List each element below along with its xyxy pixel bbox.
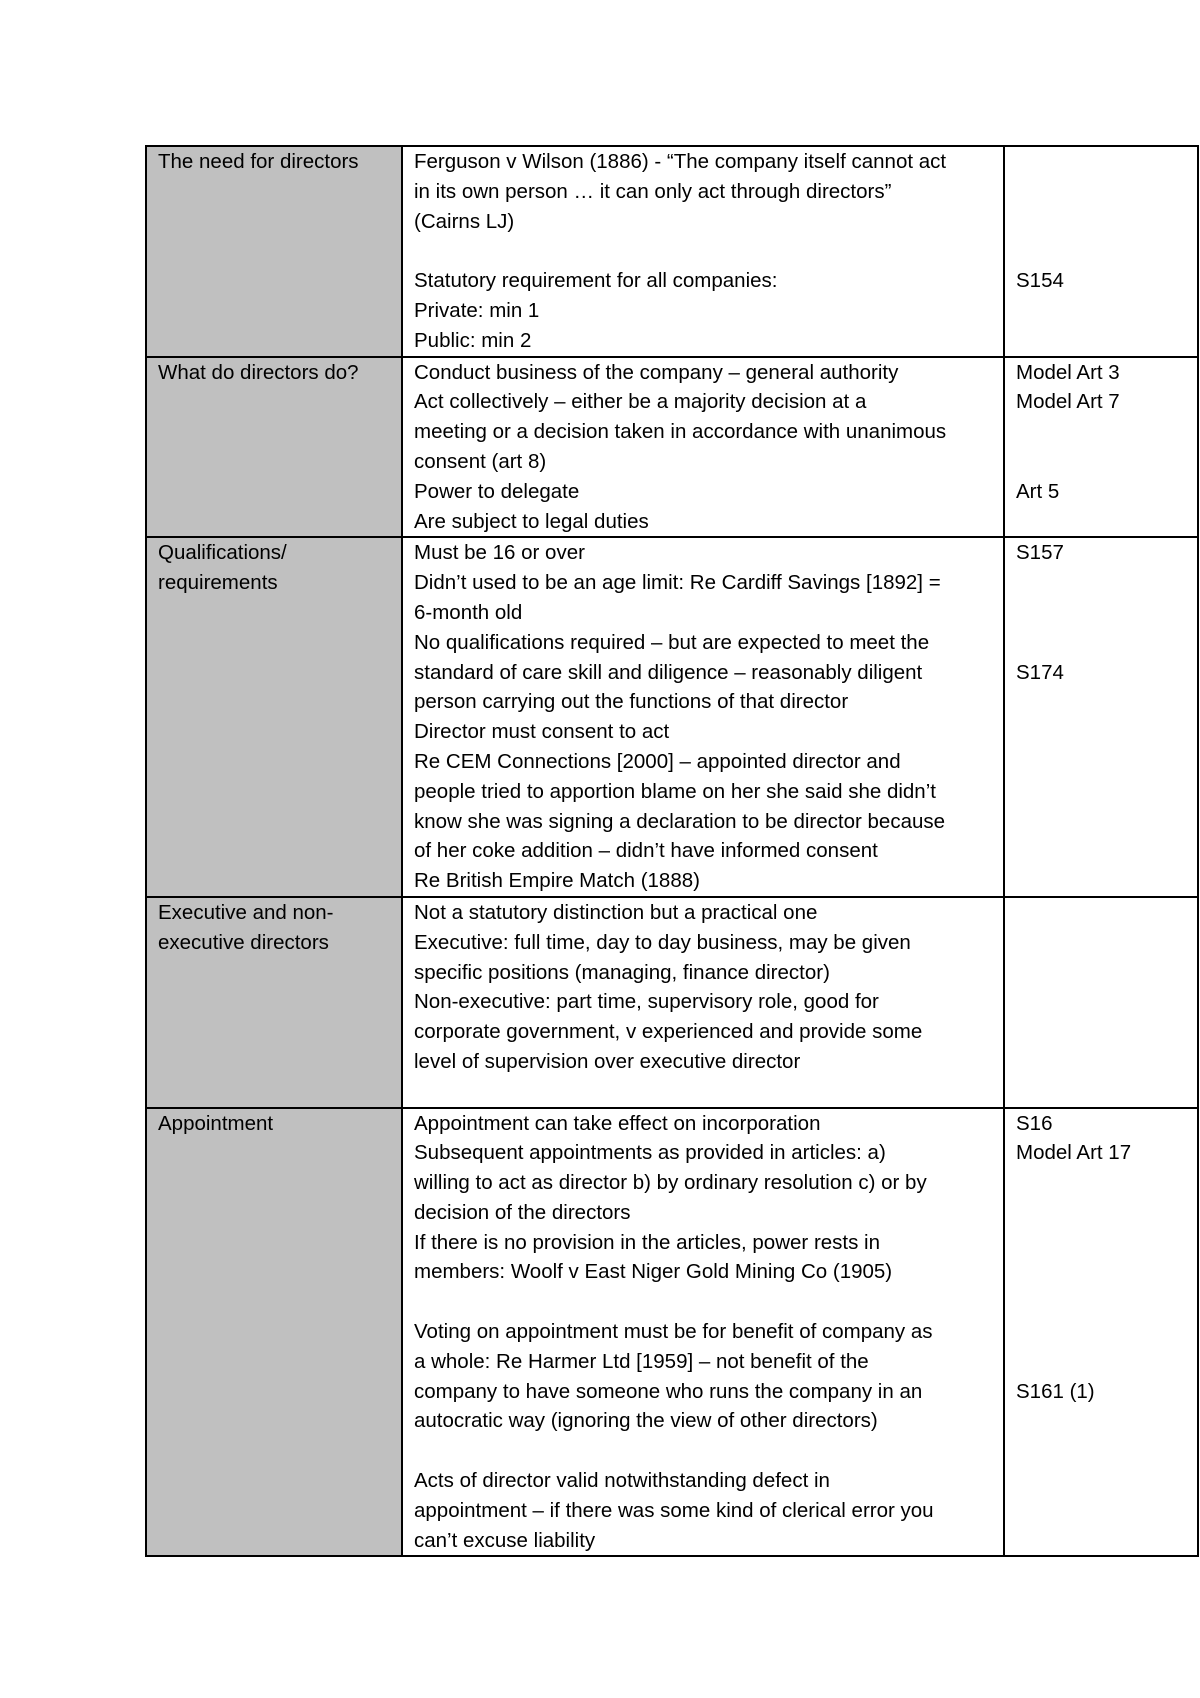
content-cell-line: of her coke addition – didn’t have informed consent <box>414 839 878 863</box>
reference-cell-line <box>1016 1257 1191 1287</box>
reference-cell-line <box>1016 928 1191 958</box>
content-cell-line: person carrying out the functions of that director <box>414 690 849 714</box>
reference-cell-line <box>1016 866 1191 896</box>
reference-cell-line <box>1016 1198 1191 1228</box>
reference-cell-line <box>1016 147 1191 177</box>
reference-cell-line <box>1016 296 1191 326</box>
reference-cell-line <box>1016 958 1191 988</box>
reference-cell <box>1004 1108 1198 1557</box>
reference-cell-line: Art 5 <box>1016 479 1060 503</box>
content-cell-line: in its own person … it can only act through directors” <box>414 179 892 203</box>
content-cell-line: Power to delegate <box>414 479 580 503</box>
content-cell-line: (Cairns LJ) <box>414 209 515 233</box>
content-cell-line: standard of care skill and diligence – reasonably diligent <box>414 660 923 684</box>
content-cell-line: Didn’t used to be an age limit: Re Cardiff Savings [1892] = <box>414 571 941 595</box>
reference-cell-line <box>1016 417 1191 447</box>
reference-cell-line: Model Art 17 <box>1016 1141 1132 1165</box>
topic-cell <box>146 357 402 538</box>
reference-cell-line <box>1016 717 1191 747</box>
reference-cell <box>1004 357 1198 538</box>
content-cell-line: Director must consent to act <box>414 720 670 744</box>
content-cell-line: Ferguson v Wilson (1886) - “The company itself cannot act <box>414 150 947 173</box>
content-cell-line: Subsequent appointments as provided in articles: a) <box>414 1141 886 1165</box>
content-cell-line: people tried to apportion blame on her she said she didn’t <box>414 779 936 803</box>
reference-cell-line <box>1016 568 1191 598</box>
reference-cell-line <box>1016 598 1191 628</box>
reference-cell-line <box>1016 747 1191 777</box>
reference-cell-line <box>1016 836 1191 866</box>
content-cell-line: company to have someone who runs the company in an <box>414 1379 923 1403</box>
content-cell-line: Act collectively – either be a majority decision at a <box>414 390 867 414</box>
content-cell-line: Are subject to legal duties <box>414 509 649 533</box>
reference-cell-line <box>1016 1347 1191 1377</box>
content-cell-line <box>414 1436 997 1466</box>
content-cell-line: corporate government, v experienced and provide some <box>414 1020 923 1044</box>
reference-cell-line <box>1016 326 1191 356</box>
reference-cell-line <box>1016 507 1191 537</box>
content-cell-line: Statutory requirement for all companies: <box>414 269 778 293</box>
topic-cell <box>146 1108 402 1557</box>
reference-cell-line <box>1016 1047 1191 1077</box>
topic-cell-line: Appointment <box>158 1111 274 1135</box>
content-cell-line: consent (art 8) <box>414 449 547 473</box>
notes-table-body <box>146 146 1198 1556</box>
reference-cell-line <box>1016 777 1191 807</box>
reference-cell-line <box>1016 447 1191 477</box>
content-cell-line: Voting on appointment must be for benefit of company as <box>414 1320 933 1344</box>
topic-cell-line: What do directors do? <box>158 360 359 384</box>
table-row-appointment <box>146 1108 1198 1557</box>
content-cell-line: willing to act as director b) by ordinary resolution c) or by <box>414 1171 927 1195</box>
content-cell <box>402 1108 1004 1557</box>
content-cell <box>402 537 1004 897</box>
content-cell-line: If there is no provision in the articles, power rests in <box>414 1230 881 1254</box>
reference-cell-line <box>1016 1526 1191 1556</box>
reference-cell-line <box>1016 898 1191 928</box>
content-cell-line: Non-executive: part time, supervisory role, good for <box>414 990 879 1014</box>
topic-cell-line: executive directors <box>158 930 329 954</box>
reference-cell-line <box>1016 807 1191 837</box>
reference-cell-line <box>1016 987 1191 1017</box>
reference-cell <box>1004 897 1198 1108</box>
reference-cell-line: Model Art 3 <box>1016 360 1120 384</box>
reference-cell <box>1004 537 1198 897</box>
reference-cell-line <box>1016 687 1191 717</box>
reference-cell-line <box>1016 1406 1191 1436</box>
reference-cell-line <box>1016 1077 1191 1107</box>
content-cell-line <box>414 236 997 266</box>
content-cell-line: Must be 16 or over <box>414 541 585 565</box>
topic-cell <box>146 897 402 1108</box>
content-cell-line: Executive: full time, day to day business, may be given <box>414 930 911 954</box>
content-cell-line: Acts of director valid notwithstanding defect in <box>414 1469 830 1493</box>
content-cell <box>402 897 1004 1108</box>
content-cell-line: know she was signing a declaration to be director because <box>414 809 946 833</box>
topic-cell <box>146 537 402 897</box>
topic-cell <box>146 146 402 357</box>
reference-cell-line <box>1016 1436 1191 1466</box>
reference-cell-line: S154 <box>1016 269 1064 293</box>
content-cell-line: Conduct business of the company – general authority <box>414 360 899 384</box>
reference-cell-line: Model Art 7 <box>1016 390 1120 414</box>
table-row-executive-non-executive <box>146 897 1198 1108</box>
content-cell-line: appointment – if there was some kind of clerical error you <box>414 1498 934 1522</box>
reference-cell-line: S174 <box>1016 660 1064 684</box>
reference-cell-line <box>1016 628 1191 658</box>
topic-cell-line: The need for directors <box>158 150 359 173</box>
reference-cell <box>1004 146 1198 357</box>
reference-cell-line <box>1016 1168 1191 1198</box>
reference-cell-line <box>1016 1017 1191 1047</box>
content-cell-line: autocratic way (ignoring the view of other directors) <box>414 1409 878 1433</box>
notes-table <box>145 145 1199 1557</box>
content-cell-line: members: Woolf v East Niger Gold Mining Co (1905) <box>414 1260 893 1284</box>
content-cell <box>402 146 1004 357</box>
content-cell-line: Public: min 2 <box>414 328 532 352</box>
content-cell-line: Re British Empire Match (1888) <box>414 869 700 893</box>
reference-cell-line: S161 (1) <box>1016 1379 1095 1403</box>
table-row-what-directors-do <box>146 357 1198 538</box>
content-cell-line: specific positions (managing, finance director) <box>414 960 830 984</box>
content-cell <box>402 357 1004 538</box>
content-cell-line: Private: min 1 <box>414 298 540 322</box>
content-cell-line: Not a statutory distinction but a practical one <box>414 900 818 924</box>
reference-cell-line <box>1016 236 1191 266</box>
content-cell-line: Appointment can take effect on incorporation <box>414 1111 821 1135</box>
reference-cell-line <box>1016 1317 1191 1347</box>
table-row-qualifications <box>146 537 1198 897</box>
content-cell-line: 6-month old <box>414 600 523 624</box>
reference-cell-line: S157 <box>1016 541 1064 565</box>
content-cell-line: meeting or a decision taken in accordance with unanimous <box>414 420 947 444</box>
content-cell-line: Re CEM Connections [2000] – appointed director and <box>414 749 901 773</box>
content-cell-line: can’t excuse liability <box>414 1528 596 1552</box>
reference-cell-line <box>1016 1287 1191 1317</box>
content-cell-line: No qualifications required – but are expected to meet the <box>414 630 930 654</box>
reference-cell-line <box>1016 177 1191 207</box>
reference-cell-line <box>1016 1466 1191 1496</box>
content-cell-line <box>414 1287 997 1317</box>
content-cell-line <box>414 1077 997 1107</box>
topic-cell-line: Executive and non- <box>158 900 334 924</box>
content-cell-line: a whole: Re Harmer Ltd [1959] – not benefit of the <box>414 1349 869 1373</box>
topic-cell-line: Qualifications/ <box>158 541 287 565</box>
reference-cell-line <box>1016 1228 1191 1258</box>
reference-cell-line: S16 <box>1016 1111 1053 1135</box>
reference-cell-line <box>1016 207 1191 237</box>
table-row-need-for-directors <box>146 146 1198 357</box>
content-cell-line: decision of the directors <box>414 1200 631 1224</box>
content-cell-line: level of supervision over executive director <box>414 1049 801 1073</box>
reference-cell-line <box>1016 1496 1191 1526</box>
topic-cell-line: requirements <box>158 571 278 595</box>
